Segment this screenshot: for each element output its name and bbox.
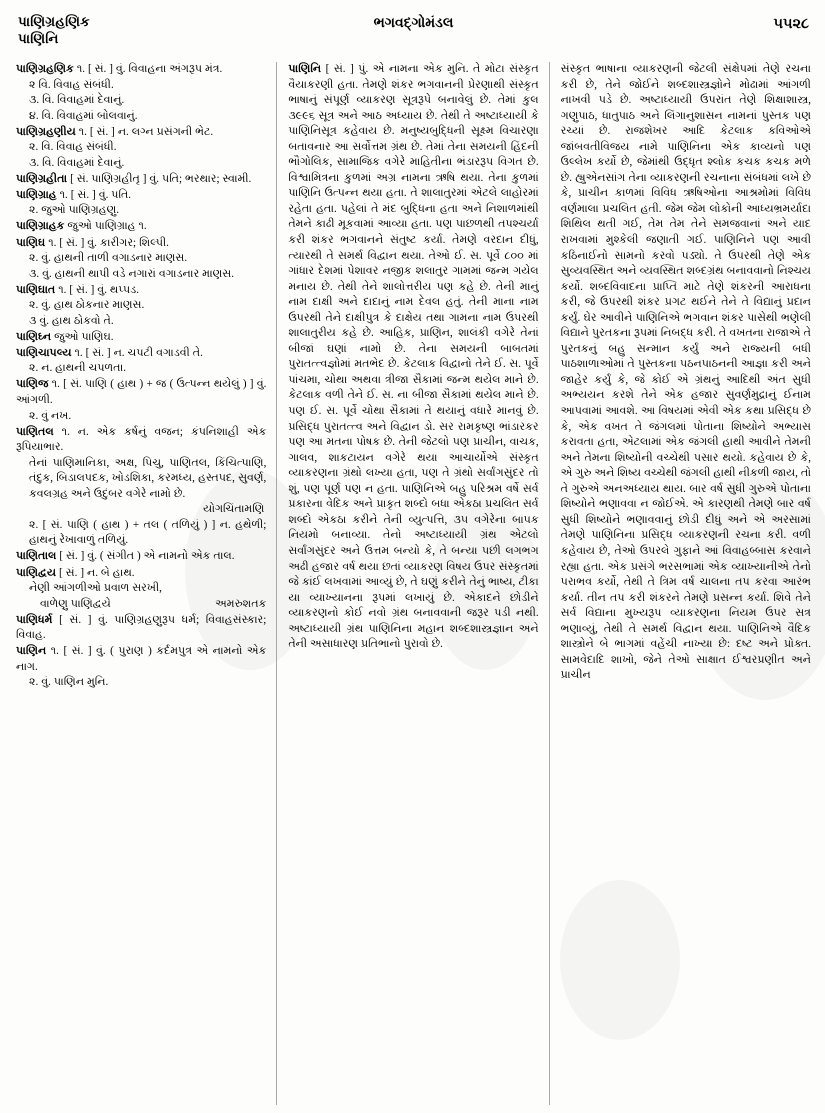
entry-sense: ૪. વિ. વિવાહમાં બોલવાનું. [29,109,138,122]
header-title: ભગવદ્ગોમંડલ [373,16,454,31]
dict-entry [16,172,266,188]
entry-note: તેનાં પાણિમાનિકા, અક્ષ, પિચુ, પાણિતલ, કિંચિત્પાણિ, તંદુક, બિડાલપદક, ખોડશિકા, કરમધ્ય, હસ્તપદ, સુવર્ણ, કવલગ્રહ અને ઉદુંબર વગેરે નામો છે. [29,456,267,500]
entry-definition: [ સં. ] વું. પાણિગ્રહણુરૂપ ધર્મ; વિવાહસંસ્કાર; વિવાહ. [16,613,267,642]
entry-sense: ૨. વું. હાથની તાળી વગાડનાર માણસ. [29,252,188,265]
entry-lead [16,62,266,78]
entry-verse-line: નેણી આંગળીઓ પ્રવાળ સરખી, [29,582,162,595]
entry-definition: ૧. [ સં. ] વું. ( પુરાણ ) કર્દમપુત્ર એ નામનો એક નાગ. [16,645,267,673]
header-running-word-first: પાણિગ્રહણિક [18,14,90,29]
entry-lead [16,125,266,141]
entry-headword: પાણિદ્વય [16,566,57,579]
dict-entry [16,283,266,330]
entry-headword: પાણિગ્રાહ [16,188,57,201]
entry-headword: પાણિઘ્ન [16,330,52,343]
entry-headword: પાણિધર્મ [16,613,53,626]
entry-definition: [ સં. ] ન. બે હાથ. [59,566,135,579]
dict-entry [16,330,266,346]
column-2 [277,62,548,1105]
entry-headword: પાણિઘાત [16,283,56,296]
entry-lead [16,377,266,408]
entry-sense: ૨. [ સં. પાણિ ( હાથ ) + તલ ( તળિયું ) ] ન. હથેળી; હાથનું રેખાવાળું તળિયું. [29,518,267,547]
main-entry-paragraph [288,62,538,653]
column-3 [550,62,811,1105]
entry-lead [16,644,266,675]
entry-definition: ૧. [ સં. ] વું. પતિ. [59,188,132,201]
dict-entry [16,613,266,644]
entry-headword: પાણિન [16,645,47,658]
dict-entry [16,62,266,124]
entry-headword: પાણિગ્રહણિક [16,63,74,75]
entry-lead [16,330,266,346]
entry-sense: ૨ વિ. વિવાહ સંબંધી. [29,78,114,91]
column-divider-2 [549,62,550,1105]
dict-entry [16,644,266,691]
dict-entry [16,125,266,172]
main-entry-text: [ સં. ] પું. એ નામના એક મુનિ. તે મોટા સંસ્કૃત વૈયાકરણી હતા. તેમણે શંકર ભગવાનની પ્રેરણાથી સંસ્કૃત ભાષાનું સંપૂર્ણ વ્યાકરણ સૂત્રરૂપે બનાવેલું છે. તેમાં કુલ ૩૯૯૬ સૂત્ર અને આઠ અધ્યાય છે. તેથી તે અષ્ટાધ્યાયી કે પાણિનિસૂત્ર કહેવાય છે. મનુષ્યબુદ્ધિની સૂક્ષ્મ વિચારણા બતાવનાર આ સર્વોત્તમ ગ્રંથ છે. તેમાં તેના સમયની હિંદની ભૌગોલિક, સામાજિક વગેરે માહિતીના ભંડારરૂપ વિગત છે. વિશ્વામિત્રના કુળમાં અગ્ર નામના ઋષિ થયા. તેના કુળમાં પાણિનિ ઉત્પન્ન થયા હતા. તે શાલાતુરમાં એટલે લાહોરમાં રહેતા હતા. પહેલાં તે મંદ બુદ્ધિના હતા અને નિશાળમાંથી તેમને કાઢી મૂકવામાં આવ્યા હતા. પણ પાછળથી તપશ્ચર્યા કરી શંકર ભગવાનને સંતુષ્ટ કર્યા. તેમણે વરદાન દીધું, ત્યારથી તે સમર્થ વિદ્વાન થયા. તેઓ ઈ. સ. પૂર્વે ૮૦૦ માં ગાંધાર દેશમાં પેશાવર નજીક શલાતુર ગામમાં જન્મ ગયેલ મનાય છે. તેથી તેને શાલોત્તરીય પણ કહે છે. તેની માનું નામ દાક્ષી અને દાદાનું નામ દેવલ હતું. તેની માના નામ ઉપરથી તેને દાક્ષીપુત્ર કે દાક્ષેય તથા ગામના નામ ઉપરથી શાલાતુરીય કહે છે. આહિક, પ્રાણિન, શાલંકી વગેરે તેનાં બીજાં ઘણાં નામો છે. તેના સમયની બાબતમાં પુરાતત્ત્વજ્ઞોમાં મતભેદ છે. કેટલાક વિદ્વાનો તેને ઈ. સ. પૂર્વે પાંચમા, ચોથા અથવા ત્રીજા સૈકામાં જન્મ થયેલ માને છે. કેટલાક વળી તેને ઈ. સ. ના બીજા સૈકામાં થયેલ માને છે. પણ ઈ. સ. પૂર્વે ચોથા સૈકામાં તે થયાનું વધારે માનવું છે. પ્રસિદ્ધ પુરાતત્ત્વ અને વિદ્વાન ડો. સર રામકૃષ્ણ ભાંડારકર પણ આ મતના પોષક છે. તેની જેટલો પણ પ્રાચીન, વાચક, ગાલવ, શાકટાયન વગેરે થયા આચાર્યોએ સંસ્કૃત વ્યાકરણના ગ્રંથો લખ્યા હતા, પણ તે ગ્રંથો સર્વાંગસુંદર તો શું, પણ પૂર્ણ પણ ન હતા. પાણિનિએ બહુ પરિશ્રમ વર્ષે સર્વ પ્રકારના વેદિક અને પ્રાકૃત શબ્દો બધા એકઠા પ્રચલિત સર્વ શબ્દો એકઠા કરીને તેની વ્યુત્પત્તિ, ૩૫ વગેરેના બાપક નિયમો બનાવ્યા. તેનો અષ્ટાધ્યાયી ગ્રંથ એટલો સર્વાંગસુંદર અને ઉત્તમ બન્યો કે, તે બન્યા પછી લગભગ અઢી હજાર વર્ષ થયા છતાં વ્યાકરણ વિષય ઉપર સંસ્કૃતમાં જે કાંઈ લખવામાં આવ્યું છે, તે ઘણું કરીને તેનું ભાષ્ય, ટીકા યા વ્યાખ્યાનના રૂપમાં લખાયું છે. એકાદને છોડીને વ્યાકરણનો કોઈ નવો ગ્રંથ બનાવવાની જરૂર પડી નથી. અષ્ટાધ્યાયી ગ્રંથ પાણિનિના મહાન શબ્દશાસ્ત્રજ્ઞાન અને તેની અસાધારણ પ્રતિભાનો પુરાવો છે. [288,63,539,651]
page-number: ૫૫૨૮ [773,16,809,32]
dict-entry [16,377,266,424]
entry-sense: ૨. વું નખ. [29,409,72,422]
entry-lead [16,283,266,299]
entry-definition: ૧. [ સં. ] વું. કારીગર; શિલ્પી. [48,236,169,249]
entry-sense: ૩. વિ. વિવાહમાં દેવાનું. [29,94,125,107]
entry-lead [16,172,266,188]
entry-definition: [ સં. ] વું. ( સંગીત ) એ નામનો એક તાલ. [59,550,235,563]
column-divider-1 [276,62,277,1105]
entry-sense: ૨. વું. પાણિન મુનિ. [29,676,109,689]
entry-definition: [ સં. પાણિગ્રહીતૃ ] વું. પતિ; ભરથાર; સ્વામી. [70,172,252,185]
main-entry-headword: પાણિનિ [288,63,322,75]
entry-sense: ૩. વિ. વિવાહમાં દેવાનું. [29,156,125,169]
entry-lead [16,188,266,204]
entry-headword: પાણિગ્રહીતા [16,172,68,185]
entry-definition: જુઓ પાણિઘ. [54,330,114,343]
entry-headword: પાણિતલ [16,425,54,438]
entry-definition: ૧. [ સં. ] વું. થપ્પડ. [58,283,139,296]
entry-verse-row [16,597,266,613]
entry-definition: ૧. [ સં. ] વું. વિવાહના અંગરૂપ મંત્ર. [76,63,223,75]
entry-sense: ૩. વું. હાથની થાપી વડે નગારાં વગાડનાર માણસ. [29,267,235,280]
dict-entry [16,219,266,235]
entry-sense: ૨. ન. હાથની ચપળતા. [29,362,126,375]
dict-entry [16,236,266,283]
entry-sense: ૨. જુઓ પાણિગ્રહણુ. [29,204,119,217]
entry-headword: પાણિચાપલ્ય [16,346,72,359]
entry-verse-line: વાળેણુ પાણિદ્વયે [40,597,111,610]
entry-sense: ૨. વું. હાથ ઠોકનાર માણસ. [29,299,145,312]
entry-lead [16,549,266,565]
entry-definition: ૧. [ સં. પાણિ ( હાથ ) + જ ( ઉત્પન્ન થયેલું ) ] વું. આંગળી. [16,378,267,406]
entry-lead [16,566,266,582]
entry-headword: પાણિતાલ [16,550,57,563]
entry-lead [16,219,266,235]
entry-lead [16,613,266,644]
entry-headword: પાણિગ્રહણીય [16,125,76,138]
main-entry-continuation: સંસ્કૃત ભાષાના વ્યાકરણની જેટલી સંક્ષેપમાં તેણે રચના કરી છે, તેને જોઈને શબ્દશાસ્ત્રજ્ઞોને મોઢામાં આંગળી નાખવી પડે છે. અષ્ટાધ્યાયી ઉપરાંત તેણે શિક્ષાશાસ્ત્ર, ગણુપાઠ, ધાતુપાઠ અને લિંગાનુશાસન નામનાં પુસ્તક પણ રચ્યાં છે. રાજશેખર આદિ કેટલાક કવિઓએ જાંબવતીવિજય નામે પાણિનિના એક કાવ્યનો પણ ઉલ્લેખ કર્યો છે, જેમાંથી ઉદ્ધૃત શ્લોક કચક કચક મળે છે. હ્યુએનસાંગ તેના વ્યાકરણની રચનાના સંબંધમાં લખે છે કે, પ્રાચીન કાળમાં વિવિધ ઋષિઓના આશ્રમોમાં વિવિધ વર્ણમાલા પ્રચલિત હતી. જેમ જેમ લોકોની આધ્યભ્રમર્યાદા શિથિલ થતી ગઈ, તેમ તેમ તેને સમજવાનાં અને યાદ રાખવામાં મુશ્કેલી જણાતી ગઈ. પાણિનિને પણ આવી કઠિનાઈનો સામનો કરવો પડ્યો. તે ઉપરથી તેણે એક સુવ્યવસ્થિત અને વ્યવસ્થિત શબ્દગ્રંથ બનાવવાનો નિશ્ચય કર્યો. શબ્દવિવાદના પ્રાપ્તિ માટે તેણે શંકરની આરાધના કરી, જે ઉપરથી શંકર પ્રગટ થઈને તેને તે વિદ્યાનું પ્રદાન કર્યું. ઘેર આવીને પાણિનિએ ભગવાન શંકર પાસેથી ભણેલી વિદ્યાને પુરતકના રૂપમાં નિબદ્ધ કરી. તે વખતના રાજાએ તે પુરતકનું બહુ સન્માન કર્યું અને રાજ્યની બધી પાઠશાળાઓમાં તે પુસ્તકના પઠનપાઠનની આજ્ઞા કરી અને જાહેર કર્યું કે, જે કોઈ એ ગ્રંથનું આદિથી અંત સુધી અભ્યયન કરશે તેને એક હજાર સુવર્ણમુદ્રાનું ઈનામ આપવામાં આવશે. આ વિષયમાં એવી એક કથા પ્રસિદ્ધ છે કે, એક વખત તે જંગલમાં પોતાના શિષ્યોને અભ્યાસ કરાવતા હતા, એટલામાં એક જંગલી હાથી આવીને તેમની અને તેમના શિષ્યોની વચ્ચેથી પસાર થયો. કહેવાય છે કે, એ ગુરુ અને શિષ્ય વચ્ચેથી જંગલી હાથી નીકળી જાય, તો તે ગુરુએ અનઅધ્યાય થાય. બાર વર્ષ સુધી ગુરુએ પોતાના શિષ્યોને ભણાવવા ન જોઈએ. એ કારણથી તેમણે બાર વર્ષ સુધી શિષ્યોને ભણાવવાનું છોડી દીધું અને એ અરસામાં તેમણે પાણિનિના પ્રસિદ્ધ વ્યાકરણની રચના કરી. વળી કહેવાય છે, તેઓ ઉપરલે ગુફાને આં વિવાહબ્બાસ કરવાને રહ્યા હતા. એક પ્રસંગે ભરસભામાં એક વ્યાખ્યાનીએ તેનો પરાભવ કર્યો, તેથી તે ત્રિમ વર્ષ ચાલના તપ કરવા આરંભ કર્યા. તીન તપ કરી શંકરને તેમણે પ્રસન્ન કર્યા. શિવે તેને સર્વ વિદ્યાના મુખ્યરૂપ વ્યાકરણના નિયમ ઉપર સત્ર ભણાવ્યું, તેથી તે સમર્થ વિદ્વાન થયા. પાણિનિએ વૈદિક શાસ્ત્રોને બે ભાગમાં વહેંચી નાખ્યા છે: દષ્ટ અને પ્રોક્ત. સામવેદાદિ શાખો, જેને તેઓ સાક્ષાત ઈશ્વરપ્રણીત અને પ્રાચીન [560,63,811,682]
entry-lead [16,236,266,252]
entry-definition: ૧. [ સં. ] ન. લગ્ન પ્રસંગની ભેટ. [78,125,214,138]
entry-definition: ૧. [ સં. ] ન. ચપટી વગાડવી તે. [74,346,203,359]
dict-entry [16,549,266,565]
dict-entry [16,188,266,219]
column-1 [16,62,276,1105]
dict-entry [16,425,266,549]
page-header [18,14,809,58]
entry-headword: પાણિઘ [16,236,46,249]
page-columns [16,62,811,1105]
entry-lead [16,425,266,456]
header-running-word-second: પાણિનિ [18,30,59,46]
entry-headword: પાણિગ્રાહક [16,220,65,233]
entry-definition: ૧. ન. એક કર્ષનું વજન; કંપનિશાહી એક રૂપિયાભાર. [16,425,267,454]
entry-note-attribution: યોગચિંતામણિ [203,503,265,516]
dict-entry [16,346,266,377]
entry-definition: જુઓ પાણિગ્રાહ ૧. [67,220,147,233]
entry-verse-attribution: અમરુશતક [215,597,267,610]
entry-sense: ૩ વું. હાથ ઠોકવો તે. [29,314,114,327]
dict-entry [16,566,266,613]
entry-sense: ૨. વિ. વિવાહ સંબંધી. [29,141,117,154]
entry-headword: પાણિજ [16,378,49,391]
entry-lead [16,346,266,362]
